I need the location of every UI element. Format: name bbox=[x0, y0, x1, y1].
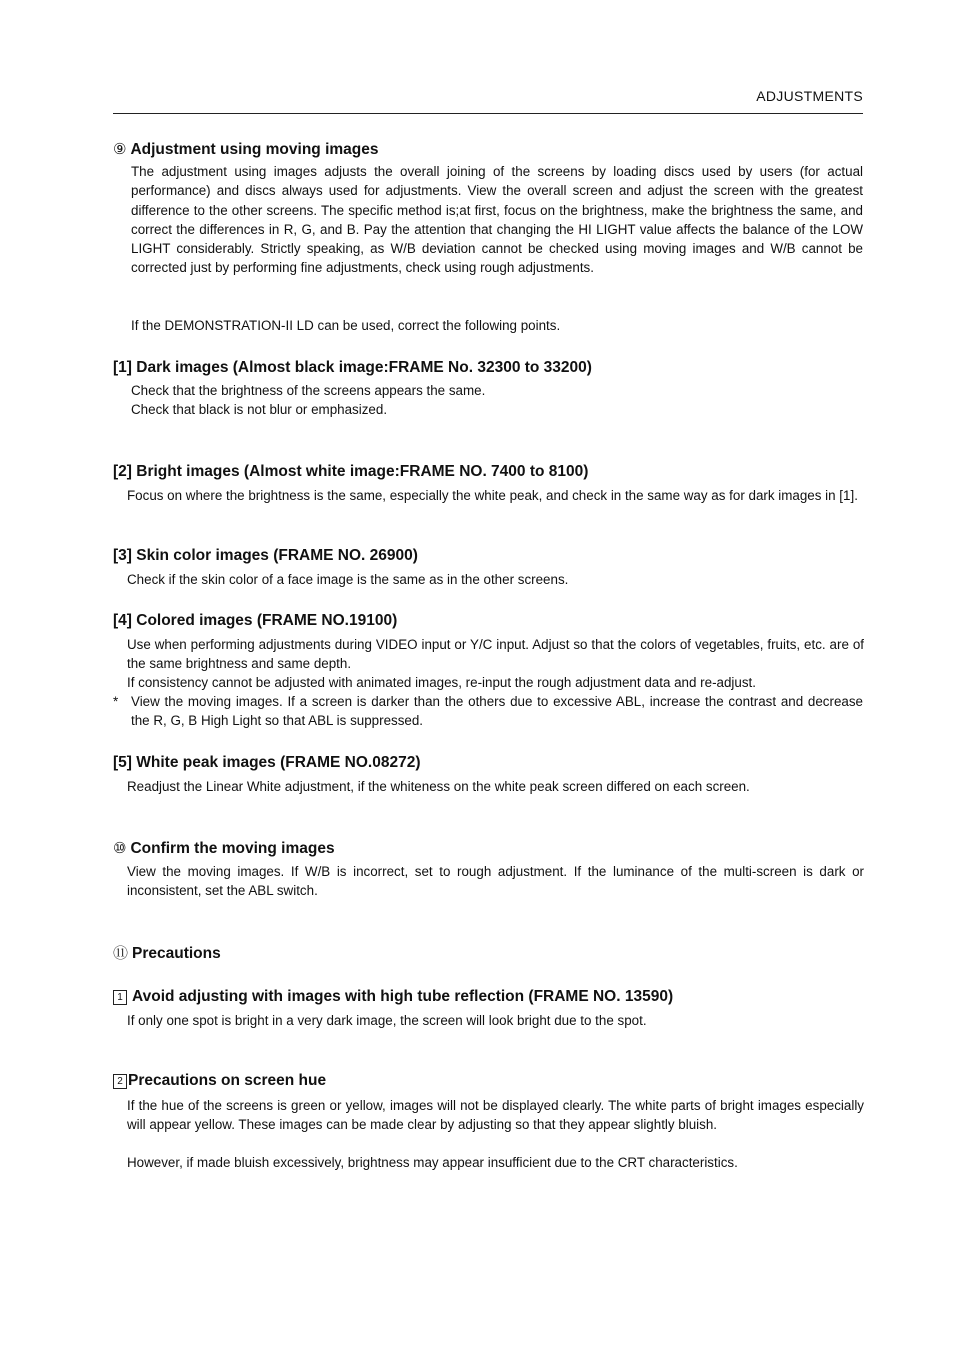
precaution-1-title: Avoid adjusting with images with high tube reflection (FRAME NO. 13590) bbox=[132, 988, 674, 1005]
item-5-heading: [5] White peak images (FRAME NO.08272) bbox=[113, 754, 421, 771]
circled-number-9: ⑨ bbox=[113, 141, 127, 158]
item-4-line-2: If consistency cannot be adjusted with animated images, re-input the rough adjustment data and re-adjust. bbox=[127, 675, 756, 690]
circled-number-11: ⑪ bbox=[113, 945, 129, 962]
item-1-body bbox=[131, 381, 863, 420]
item-1-line-2: Check that black is not blur or emphasized. bbox=[131, 402, 388, 418]
section-11-title: Precautions bbox=[132, 945, 221, 962]
item-4-heading: [4] Colored images (FRAME NO.19100) bbox=[113, 612, 398, 629]
item-2-body: Focus on where the brightness is the same, especially the white peak, and check in the same way as for dark images in [1]. bbox=[127, 488, 858, 503]
section-10-body: View the moving images. If W/B is incorrect, set to rough adjustment. If the luminance of the multi-screen is dark or inconsistent, set the ABL switch. bbox=[127, 864, 864, 899]
header-rule bbox=[113, 113, 863, 114]
item-2-heading: [2] Bright images (Almost white image:FRAME NO. 7400 to 8100) bbox=[113, 463, 589, 480]
item-3-body: Check if the skin color of a face image is the same as in the other screens. bbox=[127, 572, 569, 587]
section-9-heading bbox=[113, 140, 378, 159]
section-9-title: Adjustment using moving images bbox=[130, 141, 379, 158]
precaution-1-body: If only one spot is bright in a very dark image, the screen will look bright due to the spot. bbox=[127, 1013, 647, 1028]
boxed-number-1: 1 bbox=[113, 990, 127, 1005]
asterisk-bullet: * bbox=[113, 694, 119, 709]
precaution-2-line-2: However, if made bluish excessively, brightness may appear insufficient due to the CRT characteristics. bbox=[127, 1155, 738, 1170]
page-header: ADJUSTMENTS bbox=[756, 88, 863, 104]
precaution-1-heading bbox=[113, 988, 673, 1006]
section-10-title: Confirm the moving images bbox=[130, 840, 335, 857]
item-3-heading: [3] Skin color images (FRAME NO. 26900) bbox=[113, 547, 418, 564]
section-9-body: The adjustment using images adjusts the overall joining of the screens by loading discs used by users (for actual performance) and discs always used for adjustments. View the overall screen and adjust the screen with the greatest difference to the other screens. The specific method is;at first, focus on the brightness, make the brightness the same, and correct the differences in R, G, and B. Pay the attention that changing the HI LIGHT value affects the balance of the LOW LIGHT considerably. Strictly speaking, as W/B deviation cannot be checked using moving images and W/B cannot be corrected just by performing fine adjustments, check using rough adjustments. bbox=[131, 164, 863, 276]
precaution-2-title: Precautions on screen hue bbox=[128, 1072, 327, 1089]
section-11-heading bbox=[113, 942, 221, 963]
item-4-note: View the moving images. If a screen is darker than the others due to excessive ABL, increase the contrast and decrease the R, G, B High Light so that ABL is suppressed. bbox=[131, 694, 863, 729]
section-9-note: If the DEMONSTRATION-II LD can be used, correct the following points. bbox=[131, 318, 561, 333]
item-5-body: Readjust the Linear White adjustment, if the whiteness on the white peak screen differed on each screen. bbox=[127, 779, 750, 794]
circled-number-10: ⑩ bbox=[113, 840, 127, 857]
item-1-line-1: Check that the brightness of the screens appears the same. bbox=[131, 383, 486, 398]
precaution-2-heading bbox=[113, 1072, 326, 1090]
item-4-body: Use when performing adjustments during VIDEO input or Y/C input. Adjust so that the colors of vegetables, fruits, etc. are of the same brightness and same depth. bbox=[127, 637, 864, 672]
section-10-heading bbox=[113, 839, 335, 858]
boxed-number-2: 2 bbox=[113, 1074, 127, 1089]
item-1-heading: [1] Dark images (Almost black image:FRAME No. 32300 to 33200) bbox=[113, 359, 592, 376]
precaution-2-body: If the hue of the screens is green or yellow, images will not be displayed clearly. The white parts of bright images especially will appear yellow. These images can be made clear by adjusting so that they appear slightly bluish. bbox=[127, 1098, 864, 1133]
